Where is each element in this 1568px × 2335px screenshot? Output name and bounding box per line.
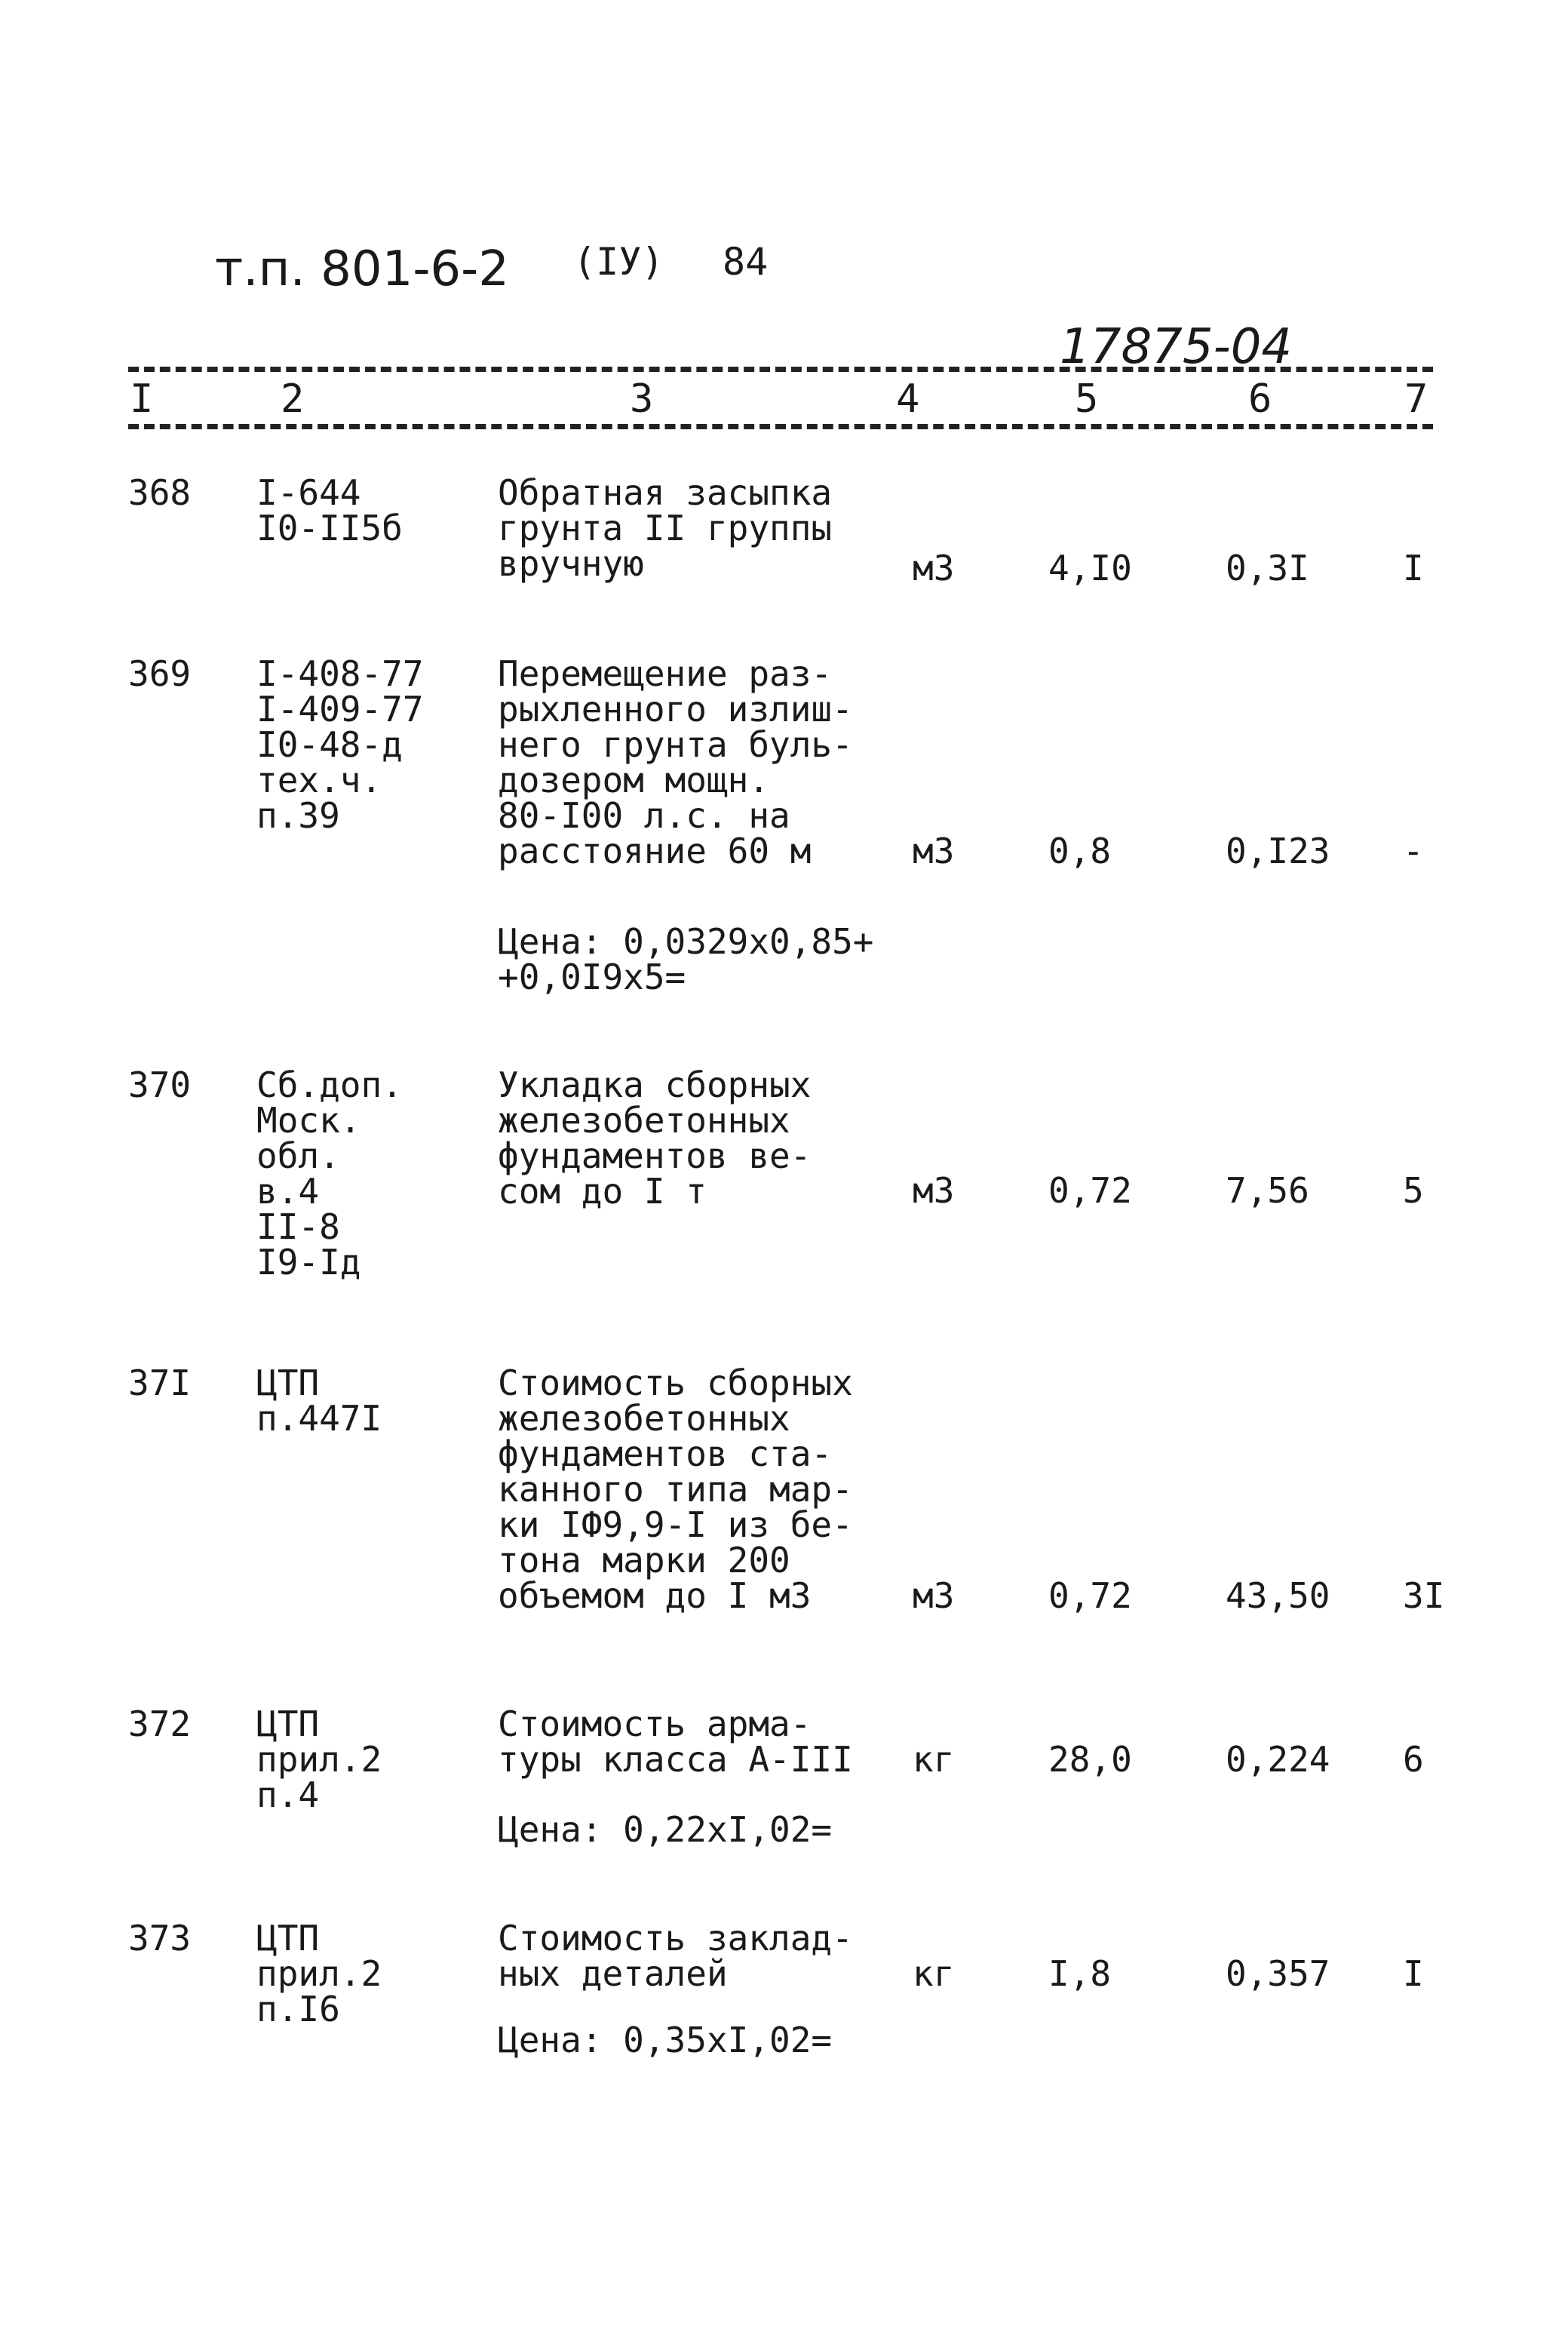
row-quantity: 0,72 [1048,1170,1132,1211]
row-unit: кг [913,1739,955,1780]
row-description: Перемещение раз- рыхленного излиш- него грунта буль- дозером мощн. 80-I00 л.с. на расстояние 60 м [498,653,853,871]
row-quantity: 4,I0 [1048,548,1132,588]
column-number-4: 4 [896,376,920,422]
row-quantity: 0,72 [1048,1575,1132,1616]
row-total: - [1403,831,1424,871]
row-unit-price: 43,50 [1226,1575,1330,1616]
column-number-2: 2 [281,376,305,422]
stamp-number: 17875-04 [1060,319,1293,375]
row-unit: м3 [913,831,955,871]
row-unit: кг [913,1953,955,1994]
row-code: I-644 I0-II5б [256,472,403,548]
page-number: 84 [723,240,769,284]
row-quantity: 0,8 [1048,831,1112,871]
row-code: ЦТП прил.2 п.I6 [256,1918,382,2029]
row-number: 369 [128,653,192,694]
row-unit-price: 0,224 [1226,1739,1330,1780]
row-total: 3I [1403,1575,1445,1616]
price-formula: Цена: 0,0329х0,85+ +0,0I9х5= [498,921,874,997]
row-number: 370 [128,1065,192,1105]
row-unit-price: 0,I23 [1226,831,1330,871]
row-description: Стоимость арма- туры класса А-III [498,1704,853,1780]
row-description: Укладка сборных железобетонных фундаментов ве- сом до I т [498,1065,812,1212]
section-label: (IУ) [573,240,664,284]
row-number: 37I [128,1363,192,1403]
row-quantity: I,8 [1048,1953,1112,1994]
row-unit: м3 [913,1575,955,1616]
row-quantity: 28,0 [1048,1739,1132,1780]
row-code: ЦТП прил.2 п.4 [256,1704,382,1815]
header-rule-top [128,367,1433,372]
column-number-5: 5 [1075,376,1099,422]
row-code: ЦТП п.447I [256,1363,382,1439]
price-formula: Цена: 0,22хI,02= [498,1809,833,1850]
row-total: I [1403,548,1424,588]
row-unit: м3 [913,1170,955,1211]
document-code: т.п. 801-6-2 [215,241,509,297]
row-total: I [1403,1953,1424,1994]
row-description: Стоимость сборных железобетонных фундаментов ста- канного типа мар- ки IФ9,9-I из бе- тона марки 200 объемом до I м3 [498,1363,853,1616]
row-number: 373 [128,1918,192,1959]
column-number-3: 3 [630,376,654,422]
row-number: 372 [128,1704,192,1744]
column-number-6: 6 [1248,376,1272,422]
row-number: 368 [128,472,192,513]
row-unit-price: 0,357 [1226,1953,1330,1994]
price-formula: Цена: 0,35хI,02= [498,2020,833,2060]
row-unit: м3 [913,548,955,588]
row-code: Сб.доп. Моск. обл. в.4 II-8 I9-Iд [256,1065,403,1283]
row-unit-price: 0,3I [1226,548,1309,588]
row-description: Стоимость заклад- ных деталей [498,1918,853,1994]
row-description: Обратная засыпка грунта II группы вручную [498,472,833,584]
row-total: 5 [1403,1170,1424,1211]
header-rule-bottom [128,424,1433,429]
column-number-1: I [130,376,154,422]
row-unit-price: 7,56 [1226,1170,1309,1211]
row-total: 6 [1403,1739,1424,1780]
column-number-7: 7 [1404,376,1428,422]
row-code: I-408-77 I-409-77 I0-48-д тех.ч. п.39 [256,653,424,836]
